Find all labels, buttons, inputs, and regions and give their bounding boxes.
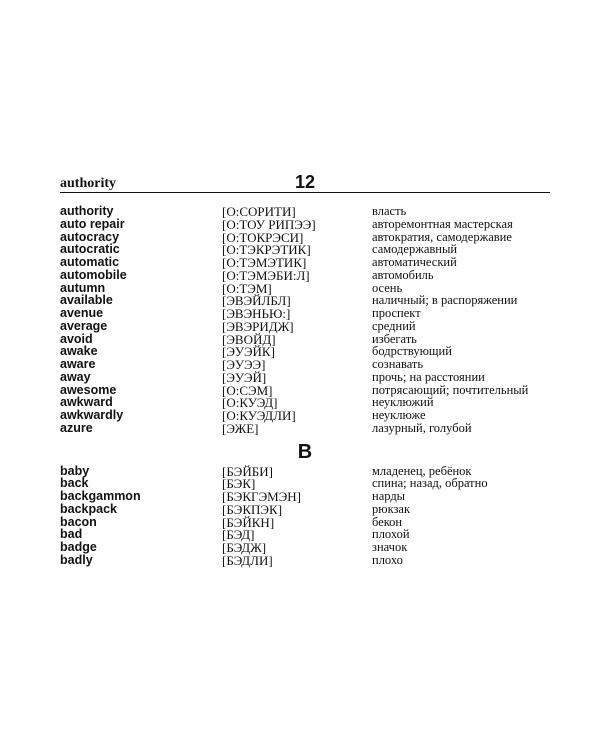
entry-pronunciation: [О:ТОКРЭСИ] [222, 229, 304, 245]
dictionary-entry [60, 371, 550, 384]
dictionary-entry [60, 358, 550, 371]
dictionary-entry [60, 294, 550, 307]
entry-translation: авторемонтная мастерская [372, 216, 513, 231]
entry-translation: проспект [372, 306, 421, 320]
entry-translation: избегать [372, 331, 417, 346]
entry-pronunciation: [БЭК] [222, 476, 256, 492]
entry-word: average [60, 318, 108, 333]
dictionary-page [60, 172, 550, 567]
entry-translation: рюкзак [372, 501, 411, 516]
entry-translation: значок [372, 540, 408, 554]
entry-translation: потрясающий; почтительный [372, 382, 529, 397]
entry-word: autumn [60, 280, 106, 295]
entry-word: avoid [60, 331, 93, 346]
entry-word: backpack [60, 501, 117, 516]
dictionary-entry [60, 345, 550, 358]
entry-word: auto repair [60, 216, 125, 231]
entry-word: azure [60, 420, 93, 435]
entry-translation: нарды [372, 489, 406, 503]
dictionary-entry [60, 516, 550, 529]
entry-word: autocratic [60, 242, 120, 257]
entry-pronunciation: [О:ТЭМЭТИК] [222, 255, 307, 270]
entry-translation: наличный; в распоряжении [372, 293, 518, 308]
dictionary-entry [60, 256, 550, 269]
entry-pronunciation: [О:СОРИТИ] [222, 204, 296, 219]
entry-word: autocracy [60, 229, 120, 244]
dictionary-entry [60, 409, 550, 422]
entry-pronunciation: [ЭУЭЭ] [222, 357, 266, 372]
entry-pronunciation: [ЭВЭНЬЮ:] [222, 306, 291, 321]
dictionary-entry [60, 218, 550, 231]
entry-translation: сознавать [372, 357, 424, 371]
dictionary-entry [60, 396, 550, 409]
dictionary-entry [60, 422, 550, 435]
entry-translation: автоматический [372, 255, 457, 269]
entry-word: authority [60, 204, 114, 218]
entry-list [60, 205, 550, 567]
entry-translation: автократия, самодержавие [372, 229, 512, 244]
entry-pronunciation: [О:КУЭДЛИ] [222, 408, 296, 423]
dictionary-entry [60, 205, 550, 218]
entry-translation: младенец, ребёнок [372, 463, 472, 478]
entry-pronunciation: [БЭКПЭК] [222, 501, 283, 517]
entry-translation: бодрствующий [372, 344, 452, 359]
entry-translation: лазурный, голубой [372, 420, 472, 435]
entry-translation: автомобиль [372, 267, 434, 282]
running-head: authority [60, 176, 116, 191]
entry-word: available [60, 293, 113, 308]
entry-word: away [60, 369, 91, 384]
dictionary-entry [60, 333, 550, 346]
dictionary-entry [60, 384, 550, 397]
entry-translation: самодержавный [372, 242, 458, 257]
entry-pronunciation: [ЭУЭЙК] [222, 344, 275, 360]
entry-pronunciation: [ЭУЭЙ] [222, 369, 267, 385]
entry-word: bad [60, 527, 83, 542]
entry-pronunciation: [ЭВЭЙЛБЛ] [222, 293, 291, 309]
dictionary-entry [60, 528, 550, 541]
entry-pronunciation: [О:СЭМ] [222, 382, 273, 398]
entry-pronunciation: [О:ТЭМ] [222, 280, 272, 296]
dictionary-entry [60, 307, 550, 320]
dictionary-entry [60, 320, 550, 333]
dictionary-entry [60, 269, 550, 282]
entry-translation: неуклюже [372, 408, 426, 422]
entry-pronunciation: [О:ТОУ РИПЭЭ] [222, 216, 316, 232]
page-number: 12 [294, 172, 316, 192]
entry-pronunciation: [ЭВОЙД] [222, 331, 276, 347]
entry-translation: плохо [372, 552, 403, 567]
entry-translation: бекон [372, 514, 403, 529]
entry-pronunciation: [О:ТЭКРЭТИК] [222, 242, 311, 258]
section-letter: B [297, 440, 313, 463]
entry-word: bacon [60, 514, 97, 529]
entry-pronunciation: [БЭЙБИ] [222, 463, 273, 479]
entry-translation: власть [372, 204, 407, 218]
dictionary-entry [60, 541, 550, 554]
entry-translation: осень [372, 280, 403, 295]
entry-word: badge [60, 540, 97, 554]
entry-pronunciation: [БЭД] [222, 527, 255, 543]
entry-pronunciation: [БЭЙКН] [222, 514, 275, 530]
entry-word: awesome [60, 382, 117, 397]
entry-word: badly [60, 552, 93, 567]
entry-pronunciation: [ЭЖЕ] [222, 420, 259, 436]
entry-pronunciation: [БЭДЖ] [222, 540, 267, 555]
entry-word: backgammon [60, 489, 141, 503]
entry-word: awkward [60, 395, 113, 410]
entry-pronunciation: [БЭДЛИ] [222, 552, 273, 568]
entry-word: aware [60, 357, 96, 371]
entry-pronunciation: [О:ТЭМЭБИ:Л] [222, 267, 310, 283]
entry-translation: прочь; на расстоянии [372, 369, 485, 384]
entry-pronunciation: [БЭКГЭМЭН] [222, 489, 302, 504]
entry-word: baby [60, 463, 90, 478]
entry-translation: средний [372, 318, 416, 333]
entry-word: awake [60, 344, 98, 359]
entry-translation: плохой [372, 527, 410, 542]
entry-word: avenue [60, 306, 104, 320]
dictionary-entry [60, 554, 550, 567]
page-header [60, 172, 550, 193]
entry-pronunciation: [О:КУЭД] [222, 395, 278, 411]
dictionary-entry [60, 503, 550, 516]
entry-word: automobile [60, 267, 127, 282]
entry-word: awkwardly [60, 408, 124, 422]
entry-word: automatic [60, 255, 120, 269]
entry-word: back [60, 476, 89, 491]
entry-translation: спина; назад, обратно [372, 476, 488, 491]
entry-pronunciation: [ЭВЭРИДЖ] [222, 318, 294, 334]
entry-translation: неуклюжий [372, 395, 434, 410]
dictionary-entry [60, 490, 550, 503]
